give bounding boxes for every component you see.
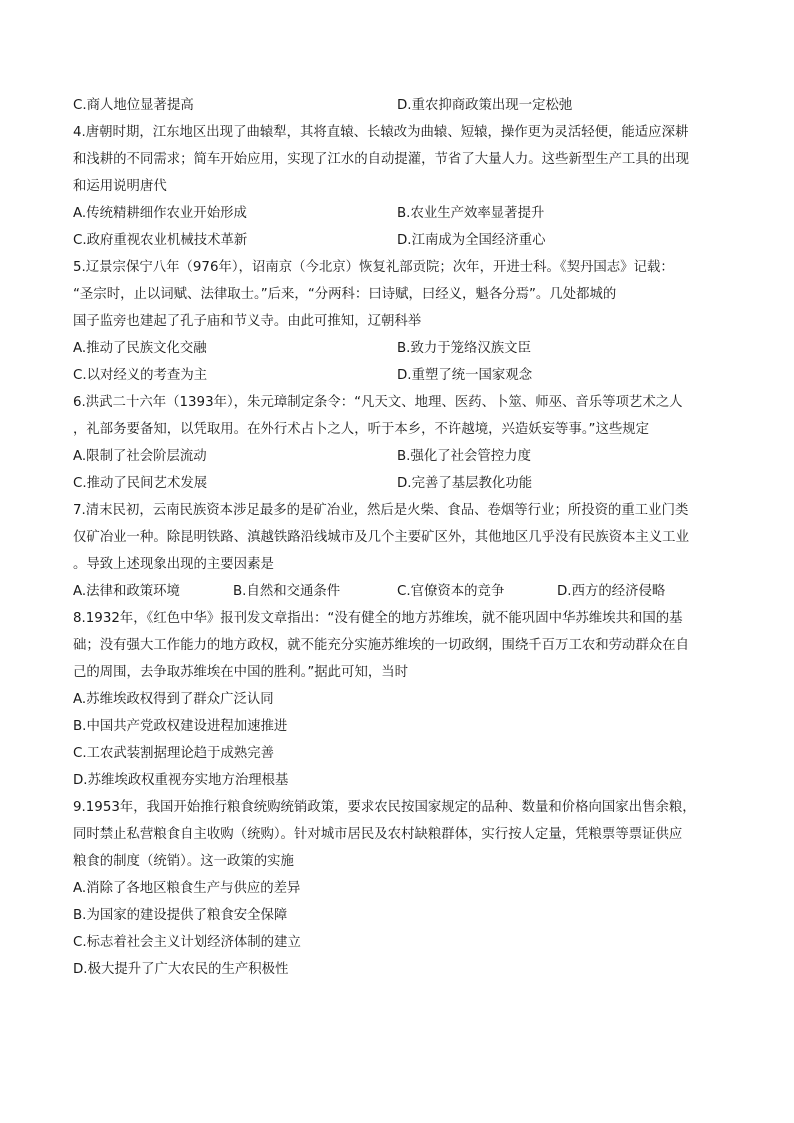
q6-option-d: D.完善了基层教化功能: [397, 476, 533, 491]
q6-stem-line: ，礼部务要备知，以凭取用。在外行术占卜之人，听于本乡，不许越境，兴造妖妄等事。”这些规定: [73, 422, 650, 437]
q5-stem-line: 国子监旁也建起了孔子庙和节义寺。由此可推知，辽朝科举: [73, 314, 422, 329]
q8-stem-line: 己的周围，去争取苏维埃在中国的胜利。”据此可知，当时: [73, 665, 409, 680]
q4-stem-line: 和浅耕的不同需求；简车开始应用，实现了江水的自动提灌，节省了大量人力。这些新型生产工具的出现: [73, 152, 689, 167]
q7-option-d: D.西方的经济侵略: [557, 584, 666, 599]
question-9: [73, 794, 724, 983]
q4-options-cd: [73, 227, 724, 254]
q7-option-b: B.自然和交通条件: [233, 584, 341, 599]
q5-option-a: A.推动了民族文化交融: [73, 341, 207, 356]
q4-option-a: A.传统精耕细作农业开始形成: [73, 206, 247, 221]
q3-option-c: C.商人地位显著提高: [73, 98, 194, 113]
q6-option-b: B.强化了社会管控力度: [397, 449, 531, 464]
q5-option-c: C.以对经义的考查为主: [73, 368, 208, 383]
q9-option-a: A.消除了各地区粮食生产与供应的差异: [73, 881, 301, 896]
q7-stem-line: 仅矿冶业一种。除昆明铁路、滇越铁路沿线城市及几个主要矿区外，其他地区几乎没有民族资本主义工业: [73, 530, 689, 545]
q9-option-d: D.极大提升了广大农民的生产积极性: [73, 962, 289, 977]
q9-stem-line: 同时禁止私营粮食自主收购（统购）。针对城市居民及农村缺粮群体，实行按人定量，凭粮票等票证供应: [73, 827, 683, 842]
q7-stem-line: 7.清末民初，云南民族资本涉足最多的是矿冶业，然后是火柴、食品、卷烟等行业；所投资的重工业门类: [73, 503, 689, 518]
q5-option-d: D.重塑了统一国家观念: [397, 368, 533, 383]
q8-stem-line: 础；没有强大工作能力的地方政权，就不能充分实施苏维埃的一切政纲，围绕千百万工农和劳动群众在自: [73, 638, 689, 653]
q5-stem-line: “圣宗时，止以词赋、法律取士。”后来，“分两科：曰诗赋，曰经义，魁各分焉”。几处都城的: [73, 287, 617, 302]
question-8: [73, 605, 724, 794]
q6-options-cd: [73, 470, 724, 497]
q9-option-c: C.标志着社会主义计划经济体制的建立: [73, 935, 301, 950]
q4-option-c: C.政府重视农业机械技术革新: [73, 233, 248, 248]
q5-stem-line: 5.辽景宗保宁八年（976年），诏南京（今北京）恢复礼部贡院；次年，开进士科。《契丹国志》记载：: [73, 260, 674, 275]
question-6: [73, 389, 724, 497]
q7-stem-line: 。导致上述现象出现的主要因素是: [73, 557, 274, 572]
q5-options-ab: [73, 335, 724, 362]
q4-options-ab: [73, 200, 724, 227]
q9-stem-line: 9.1953年，我国开始推行粮食统购统销政策，要求农民按国家规定的品种、数量和价格向国家出售余粮，: [73, 800, 696, 815]
q5-option-b: B.致力于笼络汉族文臣: [397, 341, 531, 356]
q3-options-cd: [73, 92, 724, 119]
q4-stem-line: 4.唐朝时期，江东地区出现了曲辕犁，其将直辕、长辕改为曲辕、短辕，操作更为灵活轻便，能适应深耕: [73, 125, 689, 140]
q3-option-d: D.重农抑商政策出现一定松弛: [397, 98, 573, 113]
question-5: [73, 254, 724, 389]
q4-option-d: D.江南成为全国经济重心: [397, 233, 546, 248]
q4-stem-line: 和运用说明唐代: [73, 179, 167, 194]
q8-option-b: B.中国共产党政权建设进程加速推进: [73, 719, 288, 734]
q5-options-cd: [73, 362, 724, 389]
q9-option-b: B.为国家的建设提供了粮食安全保障: [73, 908, 288, 923]
q4-option-b: B.农业生产效率显著提升: [397, 206, 545, 221]
question-7: [73, 497, 724, 605]
q7-option-c: C.官僚资本的竞争: [397, 584, 505, 599]
q8-option-d: D.苏维埃政权重视夯实地方治理根基: [73, 773, 289, 788]
q8-option-a: A.苏维埃政权得到了群众广泛认同: [73, 692, 274, 707]
q7-options: [73, 578, 724, 605]
q6-stem-line: 6.洪武二十六年（1393年），朱元璋制定条令：“凡天文、地理、医药、卜筮、师巫、音乐等项艺术之人: [73, 395, 683, 410]
q7-option-a: A.法律和政策环境: [73, 584, 180, 599]
q6-options-ab: [73, 443, 724, 470]
question-4: [73, 119, 724, 254]
q8-stem-line: 8.1932年，《红色中华》报刊发文章指出：“没有健全的地方苏维埃，就不能巩固中华苏维埃共和国的基: [73, 611, 683, 626]
q6-option-a: A.限制了社会阶层流动: [73, 449, 207, 464]
q8-option-c: C.工农武装割据理论趋于成熟完善: [73, 746, 275, 761]
q9-stem-line: 粮食的制度（统销）。这一政策的实施: [73, 854, 294, 869]
q6-option-c: C.推动了民间艺术发展: [73, 476, 208, 491]
